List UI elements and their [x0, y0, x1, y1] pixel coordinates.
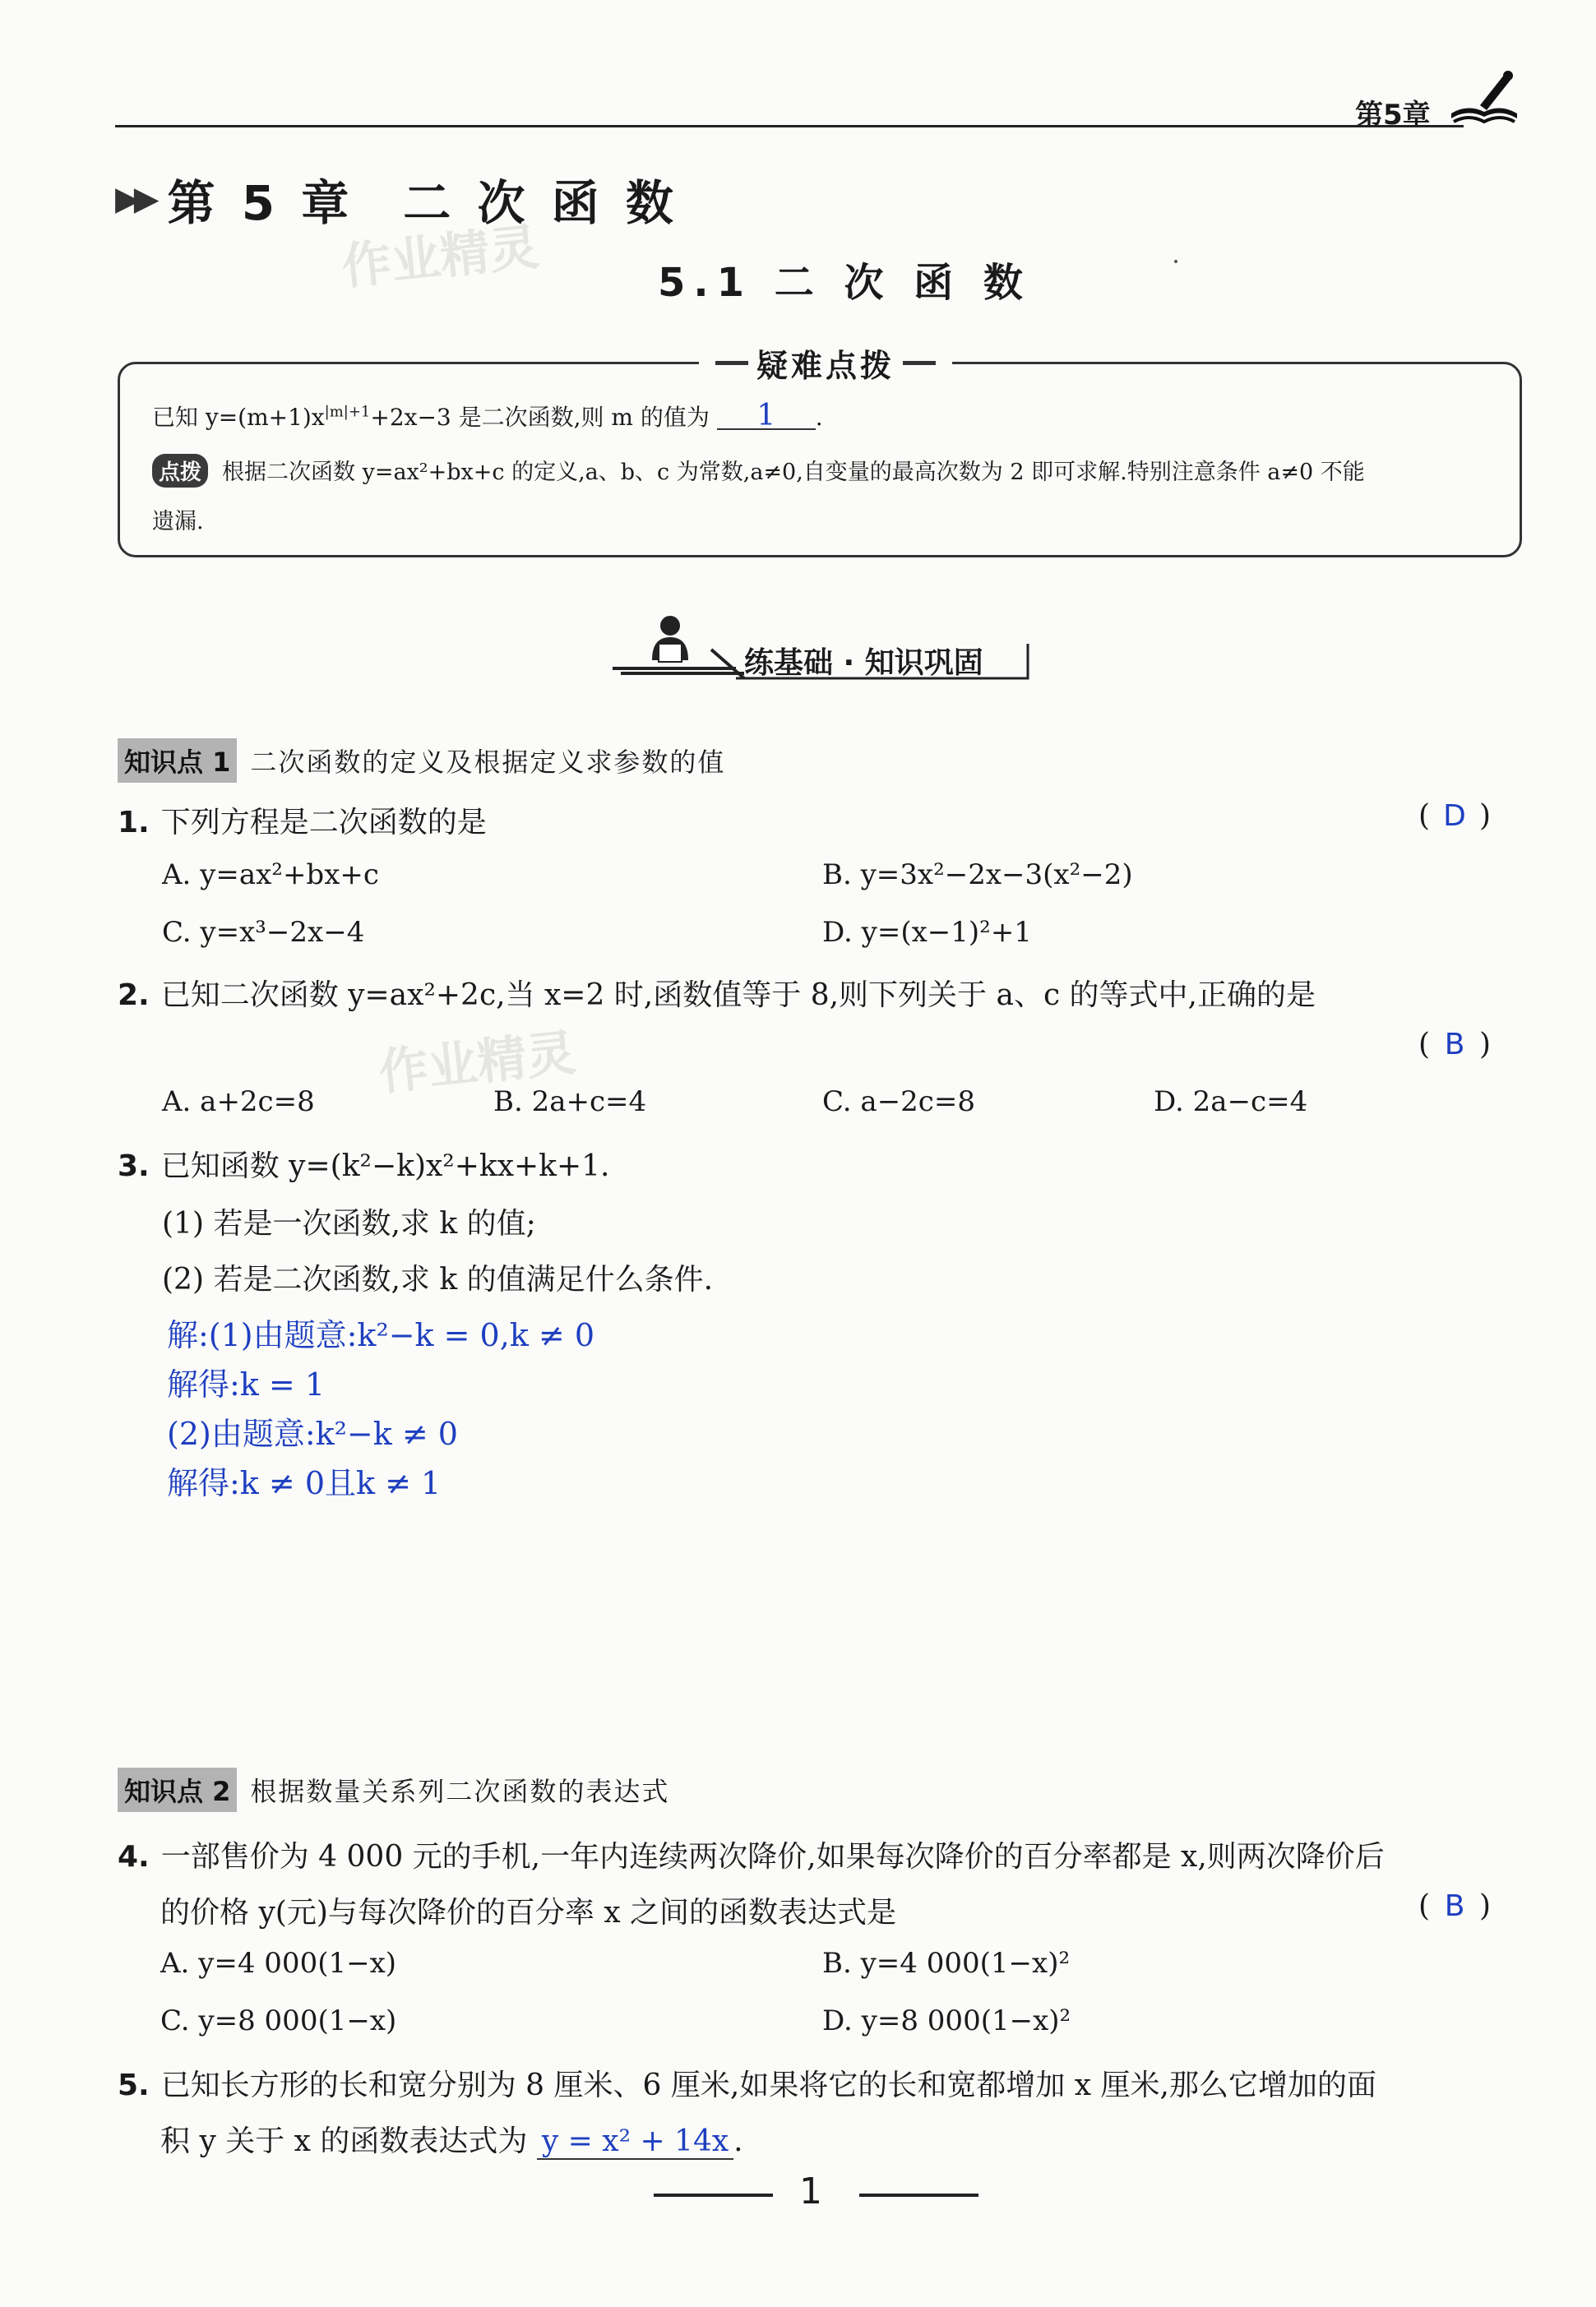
question-text: 一部售价为 4 000 元的手机,一年内连续两次降价,如果每次降价的百分率都是 x,则两次降价后 [160, 1840, 1385, 1874]
option-b: B. y=3x²−2x−3(x²−2) [822, 858, 1133, 891]
question-text: 积 y 关于 x 的函数表达式为 [160, 2124, 528, 2158]
question-end: . [733, 2124, 743, 2158]
question-5-stem-line1 [118, 2062, 1376, 2104]
paren-open: ( [1418, 1889, 1431, 1923]
option-b: B. 2a+c=4 [493, 1085, 647, 1118]
tip-question [152, 400, 823, 432]
question-4-answer [1418, 1889, 1491, 1923]
section-title: 5.1 二 次 函 数 [658, 260, 1031, 306]
option-b: B. y=4 000(1−x)² [822, 1947, 1071, 1980]
tip-hint-line1: 根据二次函数 y=ax²+bx+c 的定义,a、b、c 为常数,a≠0,自变量的最高次数为 2 即可求解.特别注意条件 a≠0 不能 [222, 460, 1365, 485]
question-4-stem-line2: 的价格 y(元)与每次降价的百分率 x 之间的函数表达式是 [160, 1896, 897, 1930]
tip-title-wrap [699, 340, 952, 386]
paren-open: ( [1418, 799, 1431, 833]
tip-hint-badge: 点拨 [152, 454, 208, 488]
title-bar-left [715, 361, 748, 365]
book-pen-icon [1447, 64, 1521, 130]
solution-line-1: 解:(1)由题意:k²−k = 0,k ≠ 0 [167, 1317, 595, 1353]
question-number: 3. [118, 1149, 150, 1183]
tip-question-exponent: |m|+1 [324, 403, 371, 421]
speck [1174, 260, 1177, 263]
knowledge-point-1 [118, 738, 725, 783]
question-text: 下列方程是二次函数的是 [160, 806, 487, 839]
practice-label: 练基础 · 知识巩固 [744, 646, 983, 680]
question-3-sub2: (2) 若是二次函数,求 k 的值满足什么条件. [162, 1263, 714, 1297]
footer-line-right [859, 2194, 978, 2197]
solution-line-4: 解得:k ≠ 0且k ≠ 1 [167, 1465, 442, 1501]
tip-title: 疑难点拨 [756, 348, 895, 384]
kp-text: 根据数量关系列二次函数的表达式 [250, 1776, 670, 1807]
solution-line-3: (2)由题意:k²−k ≠ 0 [167, 1416, 458, 1452]
answer-letter: B [1444, 1028, 1465, 1061]
watermark: 作业精灵 [376, 1024, 579, 1103]
chapter-name: 二 次 函 数 [403, 175, 678, 231]
option-c: C. y=8 000(1−x) [160, 2004, 397, 2037]
footer-line-left [654, 2194, 773, 2197]
option-a: A. y=ax²+bx+c [162, 858, 379, 891]
header-rule [115, 125, 1464, 127]
option-a: A. y=4 000(1−x) [160, 1947, 397, 1980]
option-d: D. y=8 000(1−x)² [822, 2004, 1071, 2037]
answer-blank: y = x² + 14x [537, 2124, 733, 2160]
question-1-stem [118, 799, 487, 841]
option-d: D. y=(x−1)²+1 [822, 916, 1032, 949]
option-d: D. 2a−c=4 [1154, 1085, 1308, 1118]
option-c: C. y=x³−2x−4 [162, 916, 365, 949]
question-text: 已知函数 y=(k²−k)x²+kx+k+1. [160, 1149, 610, 1183]
question-5-stem-line2 [160, 2118, 743, 2160]
answer-letter: B [1444, 1889, 1465, 1923]
option-c: C. a−2c=8 [822, 1085, 975, 1118]
question-2-stem [118, 972, 1316, 1014]
tip-answer: 1 [717, 404, 816, 430]
knowledge-point-2 [118, 1768, 669, 1812]
paren-close: ) [1479, 1889, 1492, 1923]
question-3-sub1: (1) 若是一次函数,求 k 的值; [162, 1207, 536, 1241]
question-1-answer [1418, 799, 1491, 833]
question-text: 已知长方形的长和宽分别为 8 厘米、6 厘米,如果将它的长和宽都增加 x 厘米,那么它增加的面 [160, 2069, 1376, 2102]
question-text: 已知二次函数 y=ax²+2c,当 x=2 时,函数值等于 8,则下列关于 a、c 的等式中,正确的是 [160, 978, 1316, 1012]
tip-question-end: . [815, 404, 823, 431]
paren-open: ( [1418, 1028, 1431, 1061]
kp-text: 二次函数的定义及根据定义求参数的值 [250, 747, 726, 778]
question-number: 1. [118, 806, 150, 839]
question-number: 2. [118, 978, 150, 1012]
watermark: 作业精灵 [339, 218, 542, 297]
paren-close: ) [1479, 799, 1492, 833]
kp-badge: 知识点 1 [118, 738, 237, 783]
question-2-answer [1418, 1028, 1491, 1061]
option-a: A. a+2c=8 [162, 1085, 315, 1118]
tip-question-mid: +2x−3 是二次函数,则 m 的值为 [370, 404, 710, 431]
tip-hint-line2: 遗漏. [152, 509, 204, 534]
solution-line-2: 解得:k = 1 [167, 1366, 326, 1403]
chapter-number: 第 5 章 [167, 175, 354, 231]
paren-close: ) [1479, 1028, 1492, 1061]
page-number: 1 [799, 2171, 822, 2212]
tip-question-pre: 已知 y=(m+1)x [152, 404, 325, 431]
kp-badge: 知识点 2 [118, 1768, 237, 1812]
double-arrow-icon: ▶▶ [115, 180, 153, 218]
question-4-stem-line1 [118, 1833, 1385, 1875]
header-chapter-label: 第5章 [1355, 99, 1431, 132]
question-3-stem [118, 1143, 610, 1185]
title-bar-right [903, 361, 936, 365]
question-number: 4. [118, 1840, 150, 1874]
question-number: 5. [118, 2069, 150, 2102]
answer-letter: D [1443, 799, 1466, 833]
